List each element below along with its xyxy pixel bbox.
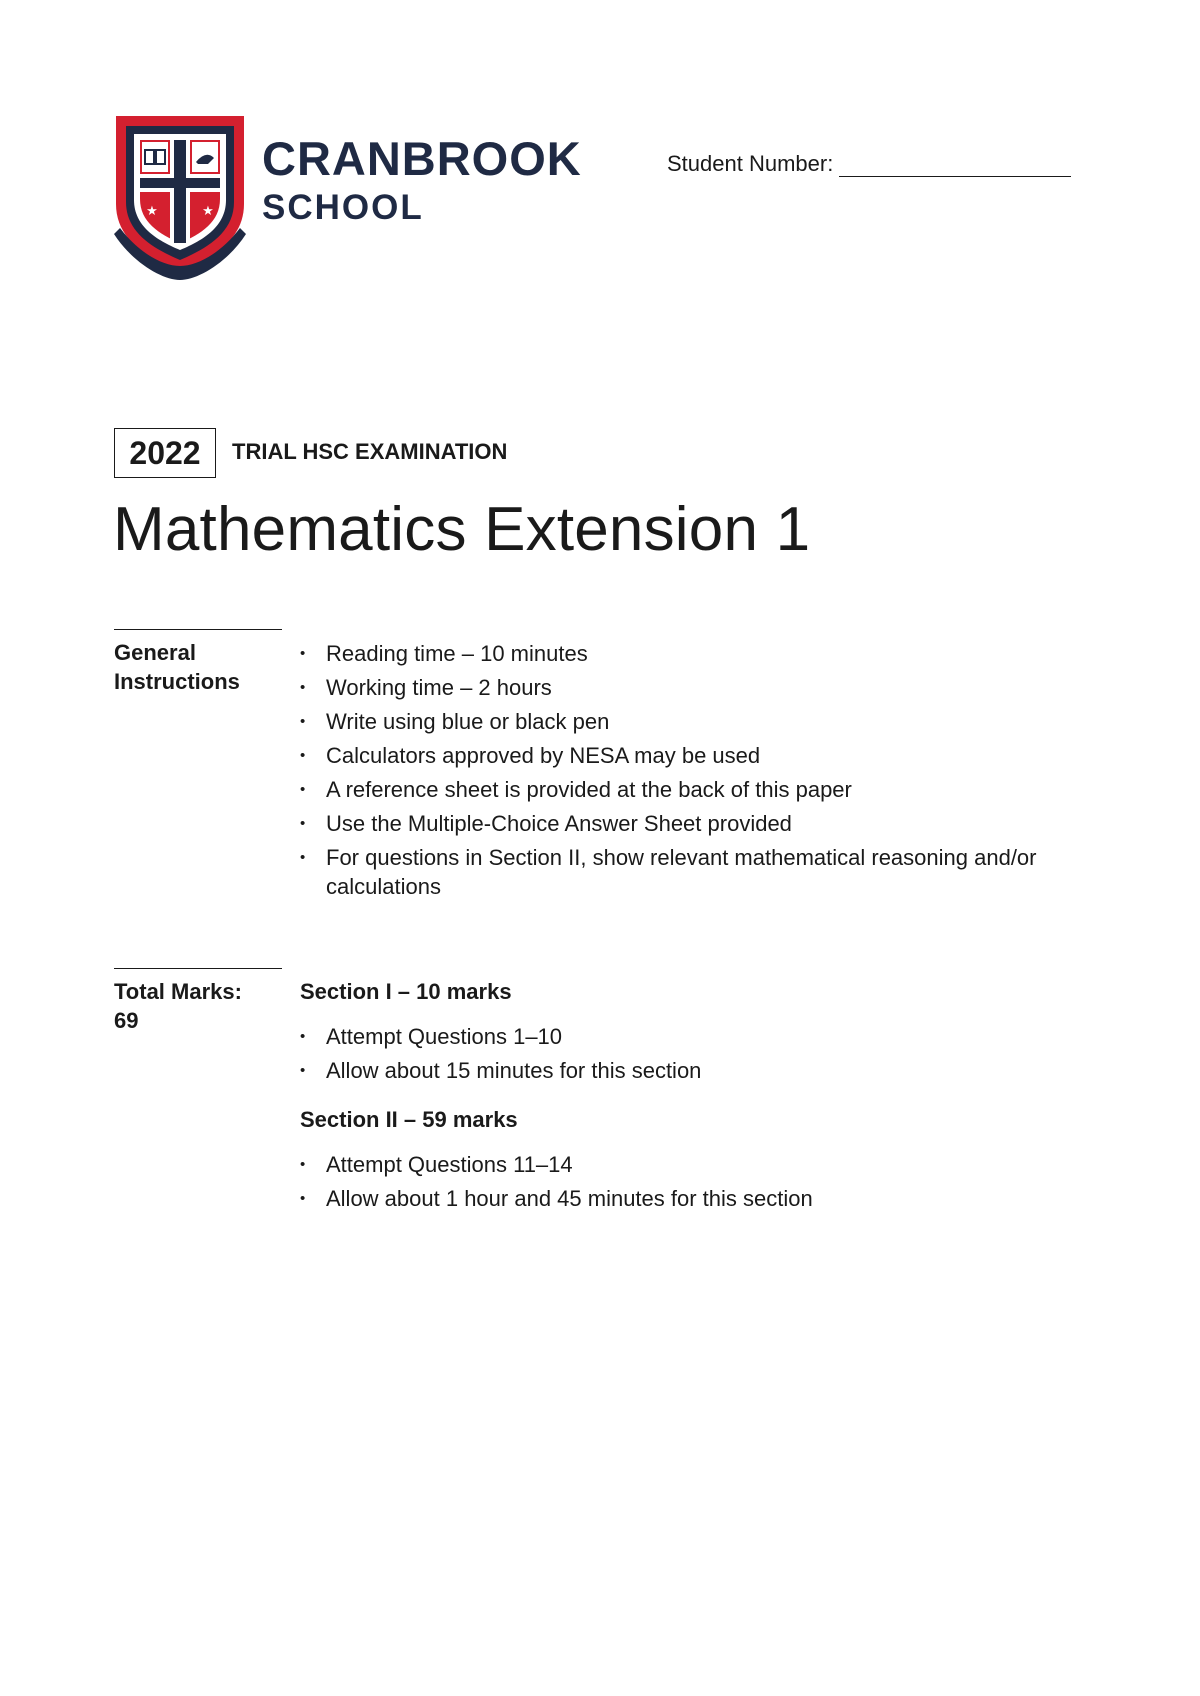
school-name	[262, 132, 582, 227]
general-instructions-list	[300, 639, 1060, 901]
section-2-item: • Allow about 1 hour and 45 minutes for this section	[300, 1184, 1060, 1213]
section-2-list	[300, 1150, 1060, 1213]
instruction-item: • Reading time – 10 minutes	[300, 639, 1060, 668]
total-marks-label	[114, 977, 242, 1035]
student-number-field	[667, 151, 1071, 177]
svg-text:★: ★	[202, 203, 214, 218]
section-1-item: • Allow about 15 minutes for this section	[300, 1056, 1060, 1085]
instruction-item: • Write using blue or black pen	[300, 707, 1060, 736]
total-marks-label-line1: Total Marks:	[114, 979, 242, 1004]
general-instructions-rule	[114, 629, 282, 630]
section-1-heading: Section I – 10 marks	[300, 979, 512, 1004]
section-1-item: • Attempt Questions 1–10	[300, 1022, 1060, 1051]
instruction-item: • Working time – 2 hours	[300, 673, 1060, 702]
exam-year-box	[114, 428, 216, 478]
section-1-list	[300, 1022, 1060, 1085]
svg-text:★: ★	[146, 203, 158, 218]
instruction-item: • For questions in Section II, show relevant mathematical reasoning and/or calculations	[300, 843, 1074, 901]
total-marks-sections	[300, 977, 1060, 1218]
instruction-item: • Use the Multiple-Choice Answer Sheet provided	[300, 809, 1060, 838]
general-instructions-label-line2: Instructions	[114, 669, 240, 694]
total-marks-label-line2: 69	[114, 1008, 139, 1033]
exam-type: TRIAL HSC EXAMINATION	[232, 439, 508, 464]
total-marks-rule	[114, 968, 282, 969]
school-crest-logo	[112, 112, 248, 282]
exam-title: Mathematics Extension 1	[113, 495, 811, 564]
section-2-item: • Attempt Questions 11–14	[300, 1150, 1060, 1179]
instruction-item: • Calculators approved by NESA may be used	[300, 741, 1060, 770]
school-name-line2: SCHOOL	[262, 188, 424, 227]
school-name-line1: CRANBROOK	[262, 132, 582, 185]
general-instructions-label	[114, 638, 240, 696]
exam-year: 2022	[129, 434, 201, 471]
general-instructions-list-block	[300, 639, 1060, 901]
section-2-heading: Section II – 59 marks	[300, 1107, 518, 1132]
general-instructions-label-line1: General	[114, 640, 196, 665]
student-number-blank-line	[839, 158, 1071, 177]
student-number-label: Student Number:	[667, 151, 834, 176]
instruction-item: • A reference sheet is provided at the back of this paper	[300, 775, 1060, 804]
